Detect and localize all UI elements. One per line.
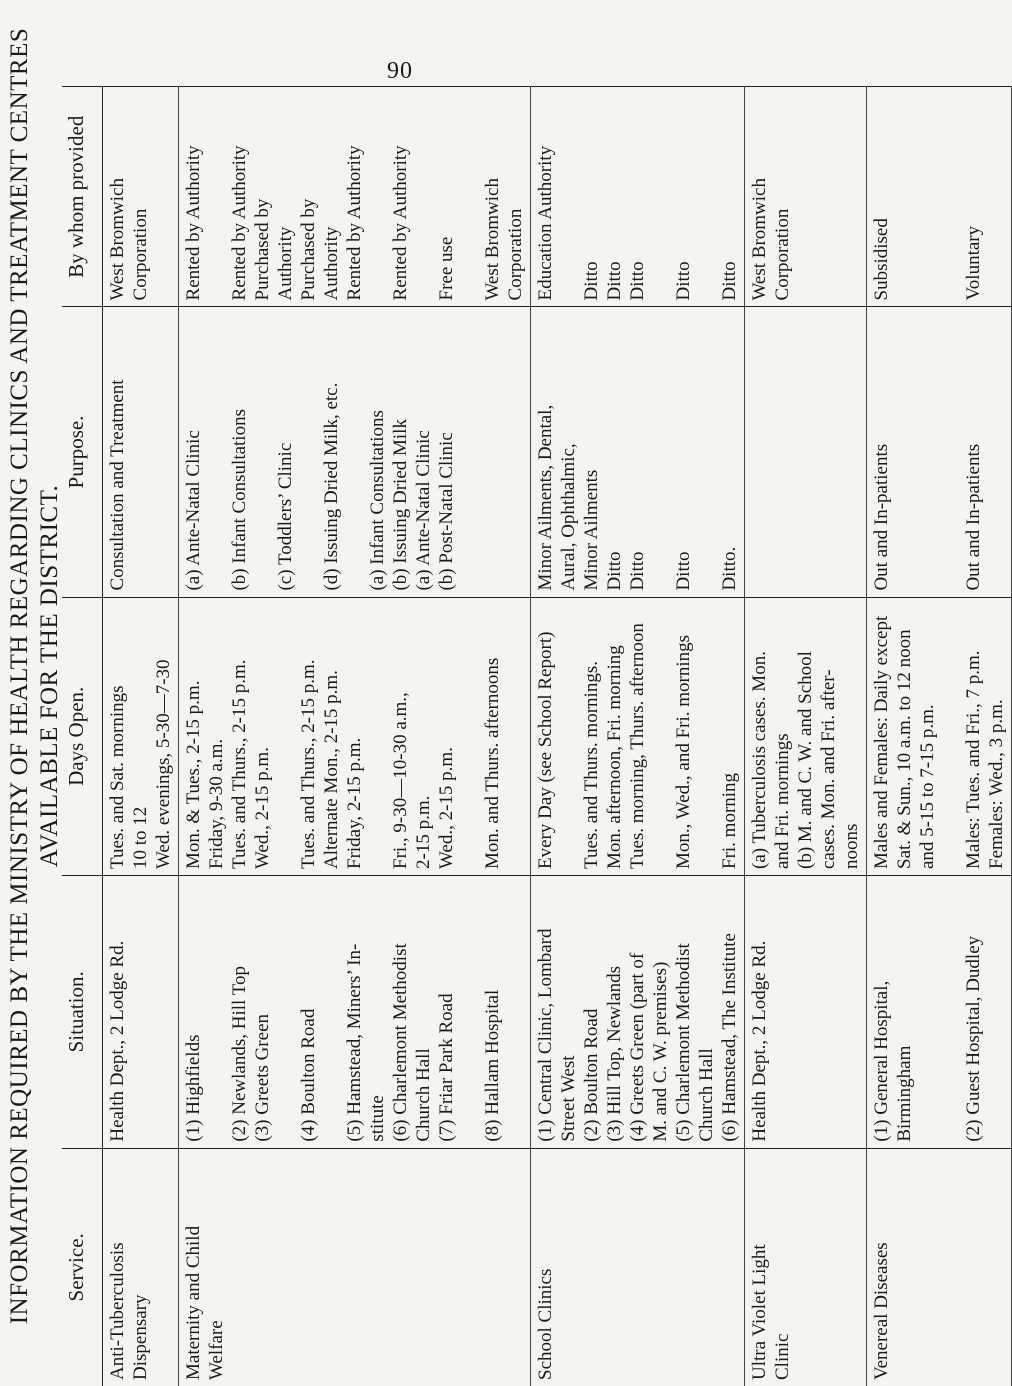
cell-service bbox=[745, 1148, 867, 1386]
header-purpose: Purpose. bbox=[62, 307, 103, 597]
cell-line: Dispensary bbox=[129, 1155, 152, 1380]
cell-purpose bbox=[531, 307, 745, 597]
cell-line: Every Day (see School Report) bbox=[534, 604, 557, 869]
cell-line: M. and C. W. premises) bbox=[649, 882, 672, 1142]
cell-line bbox=[649, 604, 672, 869]
cell-line: Mon. afternoon, Fri. morning bbox=[603, 604, 626, 869]
cell-line bbox=[557, 604, 580, 869]
cell-line: Ditto bbox=[672, 313, 695, 590]
cell-line: Ditto bbox=[603, 93, 626, 300]
cell-service bbox=[531, 1148, 745, 1386]
cell-line: Tues. morning, Thurs. afternoon bbox=[626, 604, 649, 869]
cell-line bbox=[274, 604, 297, 869]
cell-line: (4) Greets Green (part of bbox=[626, 882, 649, 1142]
clinics-table-region bbox=[62, 86, 782, 1386]
cell-line: Ditto bbox=[580, 93, 603, 300]
cell-line: West Bromwich bbox=[481, 93, 504, 300]
cell-line: Purchased by bbox=[251, 93, 274, 300]
cell-line bbox=[695, 93, 718, 300]
cell-line: Sat. & Sun., 10 a.m. to 12 noon bbox=[893, 604, 916, 869]
cell-line bbox=[748, 313, 771, 590]
cell-line: Authority bbox=[274, 93, 297, 300]
cell-line: Out and In-patients bbox=[870, 313, 893, 590]
table-row bbox=[103, 87, 179, 1386]
cell-line bbox=[251, 313, 274, 590]
cell-line: (1) Highfields bbox=[182, 882, 205, 1142]
cell-line: (2) Newlands, Hill Top bbox=[228, 882, 251, 1142]
cell-days-open bbox=[745, 597, 867, 875]
cell-line: Anti-Tuberculosis bbox=[106, 1155, 129, 1380]
cell-line: Clinic bbox=[771, 1155, 794, 1380]
cell-line: Minor Ailments, Dental, bbox=[534, 313, 557, 590]
cell-line bbox=[893, 93, 916, 300]
cell-line: Ditto bbox=[626, 93, 649, 300]
cell-line: Aural, Ophthalmic, bbox=[557, 313, 580, 590]
cell-line: Tues. and Thurs., 2-15 p.m. bbox=[228, 604, 251, 869]
cell-line: (6) Charlemont Methodist bbox=[389, 882, 412, 1142]
table-row bbox=[531, 87, 745, 1386]
cell-line: Out and In-patients bbox=[962, 313, 985, 590]
cell-line: stitute bbox=[366, 882, 389, 1142]
cell-line: (d) Issuing Dried Milk, etc. bbox=[320, 313, 343, 590]
cell-line: Rented by Authority bbox=[182, 93, 205, 300]
cell-line: noons bbox=[840, 604, 863, 869]
cell-line bbox=[939, 604, 962, 869]
cell-line bbox=[366, 604, 389, 869]
cell-service bbox=[179, 1148, 531, 1386]
cell-line bbox=[458, 93, 481, 300]
cell-service bbox=[867, 1148, 1012, 1386]
cell-line: Authority bbox=[320, 93, 343, 300]
cell-by-whom bbox=[179, 87, 531, 307]
cell-line: and Fri. mornings bbox=[771, 604, 794, 869]
cell-line bbox=[205, 313, 228, 590]
cell-by-whom bbox=[103, 87, 179, 307]
cell-line: Education Authority bbox=[534, 93, 557, 300]
cell-line bbox=[939, 313, 962, 590]
cell-line: Consultation and Treatment bbox=[106, 313, 129, 590]
cell-line: (b) M. and C. W. and School bbox=[794, 604, 817, 869]
cell-line: West Bromwich bbox=[748, 93, 771, 300]
cell-line bbox=[695, 604, 718, 869]
cell-line bbox=[205, 882, 228, 1142]
cell-line: Mon., Wed., and Fri. mornings bbox=[672, 604, 695, 869]
cell-line: (a) Infant Consultations bbox=[366, 313, 389, 590]
cell-line: Mon. and Thurs. afternoons bbox=[481, 604, 504, 869]
cell-line: Purchased by bbox=[297, 93, 320, 300]
cell-situation bbox=[103, 876, 179, 1149]
cell-line: Tues. and Thurs., 2-15 p.m. bbox=[297, 604, 320, 869]
cell-line: Friday, 2-15 p.m. bbox=[343, 604, 366, 869]
cell-line: 2-15 p.m. bbox=[412, 604, 435, 869]
page-number: 90 bbox=[0, 58, 800, 85]
cell-line bbox=[695, 313, 718, 590]
cell-line: (4) Boulton Road bbox=[297, 882, 320, 1142]
cell-line bbox=[939, 882, 962, 1142]
cell-purpose bbox=[103, 307, 179, 597]
cell-line: Venereal Diseases bbox=[870, 1155, 893, 1380]
cell-line bbox=[939, 93, 962, 300]
cell-line: Ditto bbox=[718, 93, 741, 300]
clinics-table bbox=[62, 86, 1012, 1386]
heading-line-2: AVAILABLE FOR THE DISTRICT. bbox=[35, 0, 65, 1353]
cell-line bbox=[557, 93, 580, 300]
cell-line: Minor Ailments bbox=[580, 313, 603, 590]
table-row bbox=[179, 87, 531, 1386]
cell-line: Birmingham bbox=[893, 882, 916, 1142]
cell-line: (c) Toddlers’ Clinic bbox=[274, 313, 297, 590]
cell-line: (5) Charlemont Methodist bbox=[672, 882, 695, 1142]
cell-line: (5) Hamstead, Miners’ In- bbox=[343, 882, 366, 1142]
cell-by-whom bbox=[531, 87, 745, 307]
cell-line: (7) Friar Park Road bbox=[435, 882, 458, 1142]
cell-line: (2) Guest Hospital, Dudley bbox=[962, 882, 985, 1142]
table-header-row bbox=[62, 87, 103, 1386]
cell-line: Tues. and Thurs. mornings. bbox=[580, 604, 603, 869]
cell-purpose bbox=[745, 307, 867, 597]
cell-line: (3) Hill Top, Newlands bbox=[603, 882, 626, 1142]
header-days-open: Days Open. bbox=[62, 597, 103, 875]
cell-line: (a) Tuberculosis cases. Mon. bbox=[748, 604, 771, 869]
cell-line bbox=[412, 93, 435, 300]
cell-line: Males and Females: Daily except bbox=[870, 604, 893, 869]
cell-line: (b) Issuing Dried Milk bbox=[389, 313, 412, 590]
cell-line: Health Dept., 2 Lodge Rd. bbox=[106, 882, 129, 1142]
cell-line bbox=[649, 313, 672, 590]
cell-line: Corporation bbox=[129, 93, 152, 300]
cell-by-whom bbox=[867, 87, 1012, 307]
cell-days-open bbox=[103, 597, 179, 875]
cell-purpose bbox=[179, 307, 531, 597]
cell-line: Fri., 9-30—10-30 a.m., bbox=[389, 604, 412, 869]
header-situation: Situation. bbox=[62, 876, 103, 1149]
cell-purpose bbox=[867, 307, 1012, 597]
table-body bbox=[103, 87, 1012, 1386]
cell-situation bbox=[179, 876, 531, 1149]
cell-line: School Clinics bbox=[534, 1155, 557, 1380]
cell-line: (1) General Hospital, bbox=[870, 882, 893, 1142]
cell-line: Corporation bbox=[504, 93, 527, 300]
cell-line: (a) Ante-Natal Clinic bbox=[412, 313, 435, 590]
cell-line: Rented by Authority bbox=[228, 93, 251, 300]
cell-line bbox=[366, 93, 389, 300]
cell-line: Voluntary bbox=[962, 93, 985, 300]
cell-line bbox=[297, 313, 320, 590]
cell-line: Females: Wed., 3 p.m. bbox=[985, 604, 1008, 869]
table-row bbox=[745, 87, 867, 1386]
cell-days-open bbox=[867, 597, 1012, 875]
cell-line: (b) Post-Natal Clinic bbox=[435, 313, 458, 590]
cell-line: 10 to 12 bbox=[129, 604, 152, 869]
cell-situation bbox=[745, 876, 867, 1149]
cell-line: Fri. morning bbox=[718, 604, 741, 869]
cell-by-whom bbox=[745, 87, 867, 307]
table-row bbox=[867, 87, 1012, 1386]
cell-service bbox=[103, 1148, 179, 1386]
cell-line: Rented by Authority bbox=[343, 93, 366, 300]
heading-line-1: INFORMATION REQUIRED BY THE MINISTRY OF HEALTH REGARDING CLINICS AND TREATMENT CENTRES bbox=[5, 0, 35, 1353]
cell-line: Ditto. bbox=[718, 313, 741, 590]
cell-line: Free use bbox=[435, 93, 458, 300]
cell-line: Church Hall bbox=[412, 882, 435, 1142]
cell-line: Males: Tues. and Fri., 7 p.m. bbox=[962, 604, 985, 869]
cell-line: Wed. evenings, 5-30—7-30 bbox=[152, 604, 175, 869]
cell-line: Corporation bbox=[771, 93, 794, 300]
cell-line bbox=[320, 882, 343, 1142]
cell-line: cases. Mon. and Fri. after- bbox=[817, 604, 840, 869]
cell-line bbox=[458, 882, 481, 1142]
cell-line: Wed., 2-15 p.m. bbox=[251, 604, 274, 869]
header-service: Service. bbox=[62, 1148, 103, 1386]
cell-line: Mon. & Tues., 2-15 p.m. bbox=[182, 604, 205, 869]
cell-situation bbox=[531, 876, 745, 1149]
cell-line bbox=[916, 882, 939, 1142]
cell-line: Ultra Violet Light bbox=[748, 1155, 771, 1380]
cell-line bbox=[205, 93, 228, 300]
cell-days-open bbox=[531, 597, 745, 875]
cell-situation bbox=[867, 876, 1012, 1149]
cell-days-open bbox=[179, 597, 531, 875]
cell-line: Ditto bbox=[672, 93, 695, 300]
cell-line: Street West bbox=[557, 882, 580, 1142]
cell-line: (2) Boulton Road bbox=[580, 882, 603, 1142]
cell-line bbox=[916, 93, 939, 300]
cell-line: West Bromwich bbox=[106, 93, 129, 300]
cell-line: (3) Greets Green bbox=[251, 882, 274, 1142]
cell-line bbox=[274, 882, 297, 1142]
cell-line: Maternity and Child bbox=[182, 1155, 205, 1380]
cell-line: Church Hall bbox=[695, 882, 718, 1142]
cell-line bbox=[649, 93, 672, 300]
cell-line: Alternate Mon., 2-15 p.m. bbox=[320, 604, 343, 869]
cell-line: (a) Ante-Natal Clinic bbox=[182, 313, 205, 590]
cell-line: (8) Hallam Hospital bbox=[481, 882, 504, 1142]
cell-line: Ditto bbox=[603, 313, 626, 590]
cell-line: Wed., 2-15 p.m. bbox=[435, 604, 458, 869]
cell-line bbox=[893, 313, 916, 590]
cell-line: and 5-15 to 7-15 p.m. bbox=[916, 604, 939, 869]
cell-line bbox=[343, 313, 366, 590]
cell-line: Health Dept., 2 Lodge Rd. bbox=[748, 882, 771, 1142]
cell-line bbox=[458, 604, 481, 869]
cell-line: Subsidised bbox=[870, 93, 893, 300]
document-heading bbox=[0, 0, 70, 1353]
cell-line: Rented by Authority bbox=[389, 93, 412, 300]
cell-line: Tues. and Sat. mornings bbox=[106, 604, 129, 869]
cell-line: (6) Hamstead, The Institute bbox=[718, 882, 741, 1142]
cell-line: Ditto bbox=[626, 313, 649, 590]
cell-line bbox=[916, 313, 939, 590]
cell-line: Welfare bbox=[205, 1155, 228, 1380]
cell-line: (1) Central Clinic, Lombard bbox=[534, 882, 557, 1142]
cell-line: (b) Infant Consultations bbox=[228, 313, 251, 590]
header-by-whom-provided: By whom provided bbox=[62, 87, 103, 307]
cell-line: Friday, 9-30 a.m. bbox=[205, 604, 228, 869]
